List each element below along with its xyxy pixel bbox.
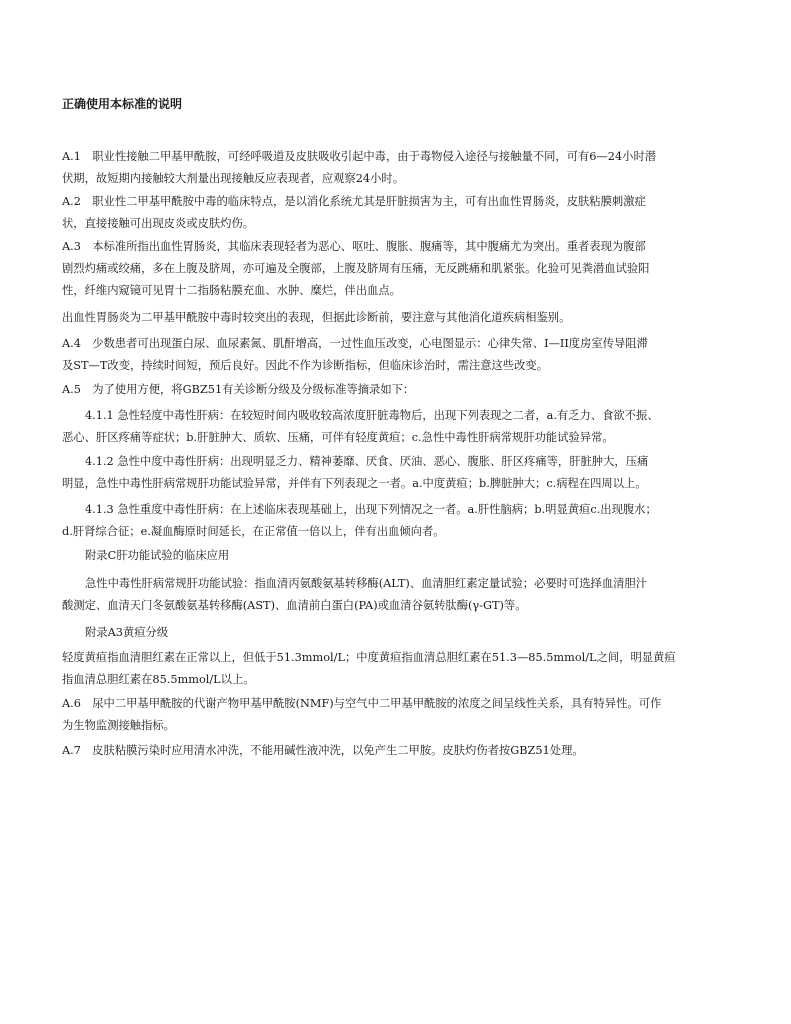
- paragraph-4-1-3: [62, 499, 791, 543]
- document-title: 正确使用本标准的说明: [62, 97, 183, 111]
- text-line: 指血清总胆红素在85.5mmol/L以上。: [62, 673, 255, 686]
- paragraph-a3: [62, 236, 791, 302]
- text-line: 酸测定、血清天门冬氨酸氨基转移酶(AST)、血清前白蛋白(PA)或血清谷氨转肽酶(γ-GT)等。: [62, 599, 527, 612]
- text-line: 伏期，故短期内接触较大剂量出现接触反应表现者，应观察24小时。: [62, 172, 404, 185]
- paragraph-a5: [62, 379, 791, 401]
- text-line: 恶心、肝区疼痛等症状；b.肝脏肿大、质软、压痛，可伴有轻度黄疸；c.急性中毒性肝病常规肝功能试验异常。: [62, 431, 614, 444]
- text-line: 4.1.3 急性重度中毒性肝病：在上述临床表现基础上，出现下列情况之一者。a.肝性脑病；b.明显黄疸c.出现腹水；: [85, 503, 657, 516]
- text-line: 4.1.2 急性中度中毒性肝病：出现明显乏力、精神萎靡、厌食、厌油、恶心、腹胀、肝区疼痛等，肝脏肿大，压痛: [85, 455, 649, 468]
- appendix-a3-heading: [62, 622, 791, 644]
- text-line: A.4 少数患者可出现蛋白尿、血尿素氮、肌酐增高，一过性血压改变，心电图显示：心律失常、I—II度房室传导阻滞: [62, 337, 648, 350]
- text-line: 附录C肝功能试验的临床应用: [85, 549, 230, 562]
- appendix-c-heading: [62, 545, 791, 567]
- paragraph-a7: [62, 740, 791, 762]
- paragraph-a6: [62, 693, 791, 737]
- text-line: A.3 本标准所指出血性胃肠炎，其临床表现轻者为恶心、呕吐、腹胀、腹痛等，其中腹痛尤为突出。重者表现为腹部: [62, 240, 646, 253]
- text-line: 附录A3黄疸分级: [85, 626, 169, 639]
- paragraph-a4: [62, 333, 791, 377]
- paragraph-4-1-2: [62, 451, 791, 495]
- text-line: A.2 职业性二甲基甲酰胺中毒的临床特点，是以消化系统尤其是肝脏损害为主，可有出血性胃肠炎，皮肤粘膜刺激症: [62, 195, 646, 208]
- text-line: 剧烈灼痛或绞痛，多在上腹及脐周，亦可遍及全腹部，上腹及脐周有压痛，无反跳痛和肌紧张。化验可见粪潜血试验阳: [62, 262, 650, 275]
- paragraph-a2: [62, 191, 791, 235]
- text-line: 急性中毒性肝病常规肝功能试验：指血清丙氨酸氨基转移酶(ALT)、血清胆红素定量试验；必要时可选择血清胆汁: [85, 577, 648, 590]
- paragraph-liver-function-tests: [62, 573, 791, 617]
- text-line: A.7 皮肤粘膜污染时应用清水冲洗，不能用碱性液冲洗，以免产生二甲胺。皮肤灼伤者按GBZ51处理。: [62, 744, 584, 757]
- text-line: A.5 为了使用方便，将GBZ51有关诊断分级及分级标准等摘录如下：: [62, 383, 415, 396]
- text-line: 4.1.1 急性轻度中毒性肝病：在较短时间内吸收较高浓度肝脏毒物后，出现下列表现之二者，a.有乏力、食欲不振、: [85, 409, 659, 422]
- paragraph-a1: [62, 146, 791, 190]
- text-line: 状，直接接触可出现皮炎或皮肤灼伤。: [62, 217, 255, 230]
- paragraph-gastritis-note: [62, 307, 791, 329]
- text-line: 性，纤维内窥镜可见胃十二指肠粘膜充血、水肿、糜烂，伴出血点。: [62, 284, 401, 297]
- text-line: d.肝肾综合征；e.凝血酶原时间延长，在正常值一倍以上，伴有出血倾向者。: [62, 525, 445, 538]
- paragraph-jaundice-grading: [62, 647, 791, 691]
- text-line: A.1 职业性接触二甲基甲酰胺，可经呼吸道及皮肤吸收引起中毒，由于毒物侵入途径与接触量不同，可有6—24小时潜: [62, 150, 657, 163]
- text-line: 轻度黄疸指血清胆红素在正常以上，但低于51.3mmol/L；中度黄疸指血清总胆红素在51.3—85.5mmol/L之间，明显黄疸: [62, 651, 676, 664]
- text-line: 为生物监测接触指标。: [62, 719, 175, 732]
- text-line: 出血性胃肠炎为二甲基甲酰胺中毒时较突出的表现，但据此诊断前，要注意与其他消化道疾病相鉴别。: [62, 311, 571, 324]
- text-line: A.6 尿中二甲基甲酰胺的代谢产物甲基甲酰胺(NMF)与空气中二甲基甲酰胺的浓度之间呈线性关系，具有特异性。可作: [62, 697, 662, 710]
- text-line: 明显，急性中毒性肝病常规肝功能试验异常，并伴有下列表现之一者。a.中度黄疸；b.脾脏肿大；c.病程在四周以上。: [62, 477, 647, 490]
- text-line: 及ST—T改变，持续时间短，预后良好。因此不作为诊断指标，但临床诊治时，需注意这些改变。: [62, 359, 548, 372]
- paragraph-4-1-1: [62, 405, 791, 449]
